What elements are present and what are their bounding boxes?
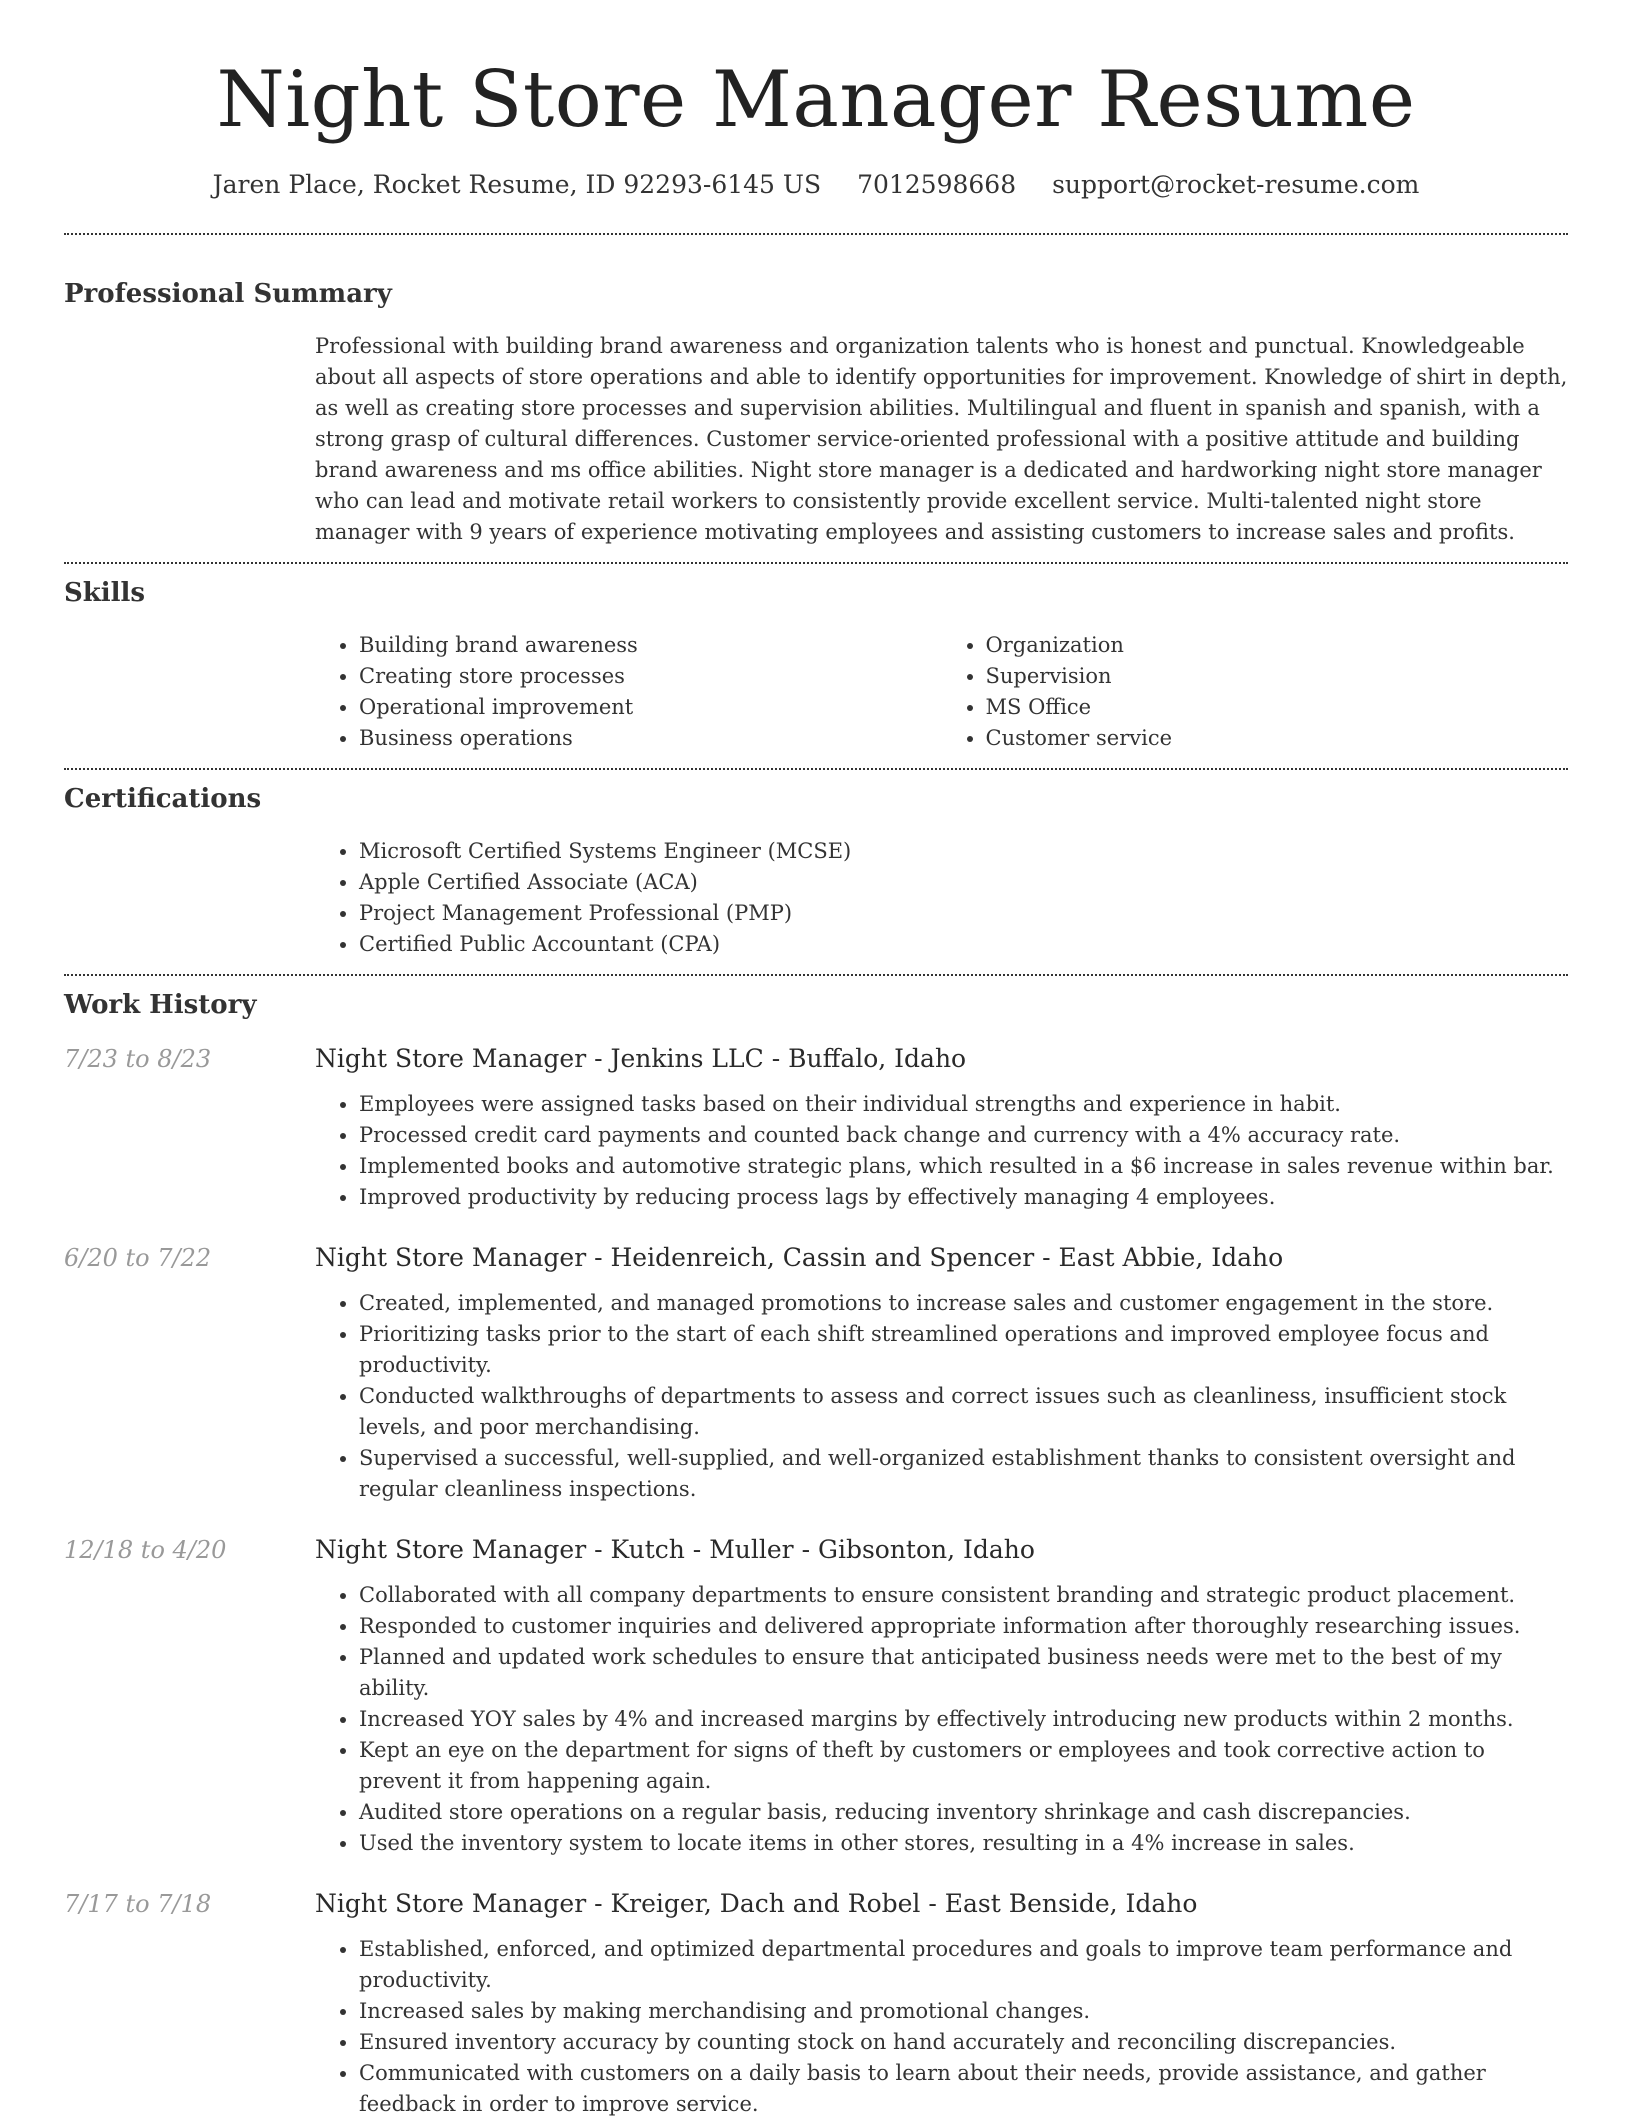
job-title: Night Store Manager - Kreiger, Dach and Robel - East Benside, Idaho [315, 1889, 1198, 1918]
job-bullet: • Kept an eye on the department for signs of theft by customers or employees and took corrective action to prevent it from happening again. [359, 1735, 1568, 1797]
job-dates: 7/17 to 7/18 [64, 1890, 212, 1918]
job-bullet: • Increased sales by making merchandising and promotional changes. [359, 1996, 1568, 2027]
certification-item: • Certified Public Accountant (CPA) [359, 929, 1568, 960]
job-dates: 6/20 to 7/22 [64, 1244, 212, 1272]
resume-page [64, 0, 1568, 2120]
certification-item: • Project Management Professional (PMP) [359, 898, 1568, 929]
job-entry [64, 1243, 1568, 1505]
job-bullet: • Employees were assigned tasks based on their individual strengths and experience in habit. [359, 1089, 1568, 1120]
job-title: Night Store Manager - Kutch - Muller - Gibsonton, Idaho [315, 1535, 1035, 1564]
contact-email: support@rocket-resume.com [1052, 170, 1420, 199]
job-bullets [315, 1580, 1568, 1859]
job-entry [64, 1044, 1568, 1213]
skill-item: • Creating store processes [359, 661, 942, 692]
contact-phone: 7012598668 [857, 170, 1017, 199]
job-bullet: • Increased YOY sales by 4% and increased margins by effectively introducing new products within 2 months. [359, 1704, 1568, 1735]
summary-heading: Professional Summary [64, 279, 392, 309]
job-bullet: • Planned and updated work schedules to ensure that anticipated business needs were met to the best of my ability. [359, 1642, 1568, 1704]
job-bullet: • Established, enforced, and optimized departmental procedures and goals to improve team performance and productivity. [359, 1934, 1568, 1996]
contact-address: Jaren Place, Rocket Resume, ID 92293-6145 US [212, 170, 822, 199]
certification-item: • Apple Certified Associate (ACA) [359, 867, 1568, 898]
job-bullet: • Prioritizing tasks prior to the start of each shift streamlined operations and improved employee focus and productivity. [359, 1319, 1568, 1381]
job-bullet: • Conducted walkthroughs of departments to assess and correct issues such as cleanliness, insufficient stock levels, and poor merchandising. [359, 1381, 1568, 1443]
job-title: Night Store Manager - Jenkins LLC - Buffalo, Idaho [315, 1044, 967, 1073]
skill-item: • Organization [986, 630, 1569, 661]
work-history-section [64, 976, 1568, 2120]
skill-item: • Business operations [359, 723, 942, 754]
skills-section [64, 564, 1568, 768]
job-bullet: • Responded to customer inquiries and delivered appropriate information after thoroughly researching issues. [359, 1611, 1568, 1642]
skill-item: • Operational improvement [359, 692, 942, 723]
job-bullet: • Ensured inventory accuracy by counting stock on hand accurately and reconciling discrepancies. [359, 2027, 1568, 2058]
job-entry [64, 1535, 1568, 1859]
skill-item: • MS Office [986, 692, 1569, 723]
skills-heading: Skills [64, 578, 146, 608]
certifications-section [64, 770, 1568, 974]
certifications-list [315, 836, 1568, 960]
summary-text: Professional with building brand awareness and organization talents who is honest and punctual. Knowledgeable about all aspects of store operations and able to identify opportunities for improvement. Knowledge of shirt in depth, as well as creating store processes and supervision abilities. Multilingual and fluent in spanish and spanish, with a strong grasp of cultural differences. Customer service-oriented professional with a positive attitude and building brand awareness and ms office abilities. Night store manager is a dedicated and hardworking night store manager who can lead and motivate retail workers to consistently provide excellent service. Multi-talented night store manager with 9 years of experience motivating employees and assisting customers to increase sales and profits. [315, 334, 1568, 544]
certifications-heading: Certifications [64, 784, 262, 814]
job-bullets [315, 1089, 1568, 1213]
job-bullet: • Implemented books and automotive strategic plans, which resulted in a $6 increase in sales revenue within bar. [359, 1151, 1568, 1182]
job-bullet: • Processed credit card payments and counted back change and currency with a 4% accuracy rate. [359, 1120, 1568, 1151]
certification-item: • Microsoft Certified Systems Engineer (MCSE) [359, 836, 1568, 867]
work-history-heading: Work History [64, 990, 257, 1020]
job-entry [64, 1889, 1568, 2120]
job-bullet: • Improved productivity by reducing process lags by effectively managing 4 employees. [359, 1182, 1568, 1213]
job-bullet: • Supervised a successful, well-supplied, and well-organized establishment thanks to consistent oversight and regular cleanliness inspections. [359, 1443, 1568, 1505]
skills-list [315, 630, 1568, 754]
job-bullet: • Used the inventory system to locate items in other stores, resulting in a 4% increase in sales. [359, 1828, 1568, 1859]
job-bullet: • Audited store operations on a regular basis, reducing inventory shrinkage and cash discrepancies. [359, 1797, 1568, 1828]
job-dates: 7/23 to 8/23 [64, 1045, 212, 1073]
job-title: Night Store Manager - Heidenreich, Cassin and Spencer - East Abbie, Idaho [315, 1243, 1284, 1272]
job-bullets [315, 1934, 1568, 2120]
job-bullet: • Created, implemented, and managed promotions to increase sales and customer engagement in the store. [359, 1288, 1568, 1319]
job-bullet: • Collaborated with all company departments to ensure consistent branding and strategic product placement. [359, 1580, 1568, 1611]
skills-column-right [942, 630, 1569, 754]
summary-section [64, 235, 1568, 562]
skills-column-left [315, 630, 942, 754]
job-bullets [315, 1288, 1568, 1505]
skill-item: • Building brand awareness [359, 630, 942, 661]
skill-item: • Supervision [986, 661, 1569, 692]
skill-item: • Customer service [986, 723, 1569, 754]
contact-line [64, 170, 1568, 199]
job-dates: 12/18 to 4/20 [64, 1536, 227, 1564]
job-bullet: • Communicated with customers on a daily basis to learn about their needs, provide assistance, and gather feedback in order to improve service. [359, 2058, 1568, 2120]
page-title: Night Store Manager Resume [216, 55, 1416, 145]
